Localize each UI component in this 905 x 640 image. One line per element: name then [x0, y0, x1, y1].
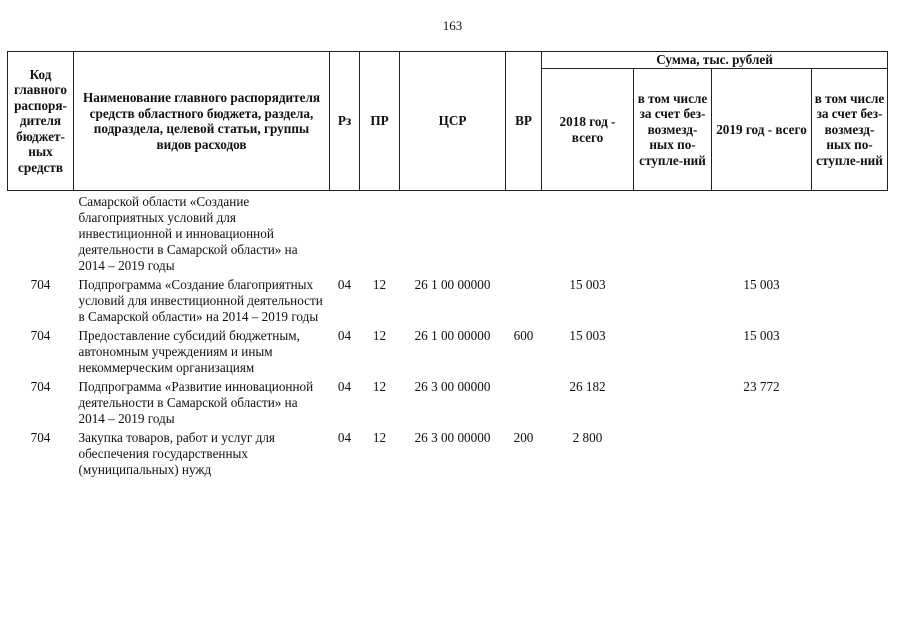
cell-vr	[506, 277, 542, 328]
cell-rz: 04	[337, 379, 352, 394]
cell-vr	[506, 379, 542, 430]
cell-2018-total: 2 800	[572, 430, 603, 445]
page-number: 163	[442, 18, 463, 33]
table-row	[8, 430, 888, 481]
cell-2018-total: 26 182	[569, 379, 606, 394]
header-vr: ВР	[506, 52, 542, 191]
cell-2018-free	[634, 277, 712, 328]
cell-2019-total: 15 003	[743, 277, 780, 292]
cell-2018-total: 15 003	[569, 277, 606, 292]
cell-2018-free	[634, 379, 712, 430]
cell-vr: 200	[513, 430, 534, 445]
header-pr: ПР	[360, 52, 400, 191]
cell-2019-total: 15 003	[743, 328, 780, 343]
header-csr: ЦСР	[400, 52, 506, 191]
cell-2019-total: 23 772	[743, 379, 780, 394]
cell-rz: 04	[337, 328, 352, 343]
cell-2019-total	[712, 430, 812, 481]
cell-csr: 26 3 00 00000	[414, 430, 491, 445]
cell-code: 704	[30, 328, 51, 343]
table-row	[8, 328, 888, 379]
cell-pr: 12	[372, 379, 387, 394]
cell-pr: 12	[372, 328, 387, 343]
cell-2018-free	[634, 430, 712, 481]
cell-csr: 26 1 00 00000	[414, 277, 491, 292]
cell-csr: 26 3 00 00000	[414, 379, 491, 394]
table-row	[8, 277, 888, 328]
table-row-continuation	[8, 191, 888, 278]
cell-name: Подпрограмма «Создание благоприятных условий для инвестиционной деятельности в Самарской области» на 2014 – 2019 годы	[78, 277, 323, 324]
cell-pr: 12	[372, 430, 387, 445]
cell-2018-free	[634, 328, 712, 379]
cell-2019-free	[812, 430, 888, 481]
header-name: Наименование главного распорядителя средств областного бюджета, раздела, подраздела, целевой статьи, группы видов расходов	[74, 52, 330, 191]
cell-2019-free	[812, 277, 888, 328]
cell-2019-free	[812, 328, 888, 379]
cell-vr: 600	[513, 328, 534, 343]
cell-rz: 04	[337, 430, 352, 445]
cell-code: 704	[30, 277, 51, 292]
header-2018-free: в том числе за счет без-возмезд-ных по-ступле-ний	[634, 69, 712, 191]
cell-name: Закупка товаров, работ и услуг для обеспечения государственных (муниципальных) нужд	[78, 430, 275, 477]
cell-name: Предоставление субсидий бюджетным, автономным учреждениям и иным некоммерческим организациям	[78, 328, 300, 375]
cell-code: 704	[30, 430, 51, 445]
cell-pr: 12	[372, 277, 387, 292]
cell-rz: 04	[337, 277, 352, 292]
header-2018-total: 2018 год - всего	[542, 69, 634, 191]
cell-2019-free	[812, 379, 888, 430]
header-sum: Сумма, тыс. рублей	[542, 52, 888, 69]
cell-csr: 26 1 00 00000	[414, 328, 491, 343]
cell-2018-total: 15 003	[569, 328, 606, 343]
header-2019-total: 2019 год - всего	[712, 69, 812, 191]
budget-table	[7, 51, 888, 481]
table-row	[8, 379, 888, 430]
header-2019-free: в том числе за счет без-возмезд-ных по-ступле-ний	[812, 69, 888, 191]
cell-code: 704	[30, 379, 51, 394]
header-code: Код главного распоря-дителя бюджет-ных средств	[8, 52, 74, 191]
continuation-text: Самарской области «Создание благоприятных условий для инвестиционной и инновационной деятельности в Самарской области» на 2014 – 2019 годы	[78, 194, 298, 273]
cell-name: Подпрограмма «Развитие инновационной деятельности в Самарской области» на 2014 – 2019 годы	[78, 379, 314, 426]
header-rz: Рз	[330, 52, 360, 191]
